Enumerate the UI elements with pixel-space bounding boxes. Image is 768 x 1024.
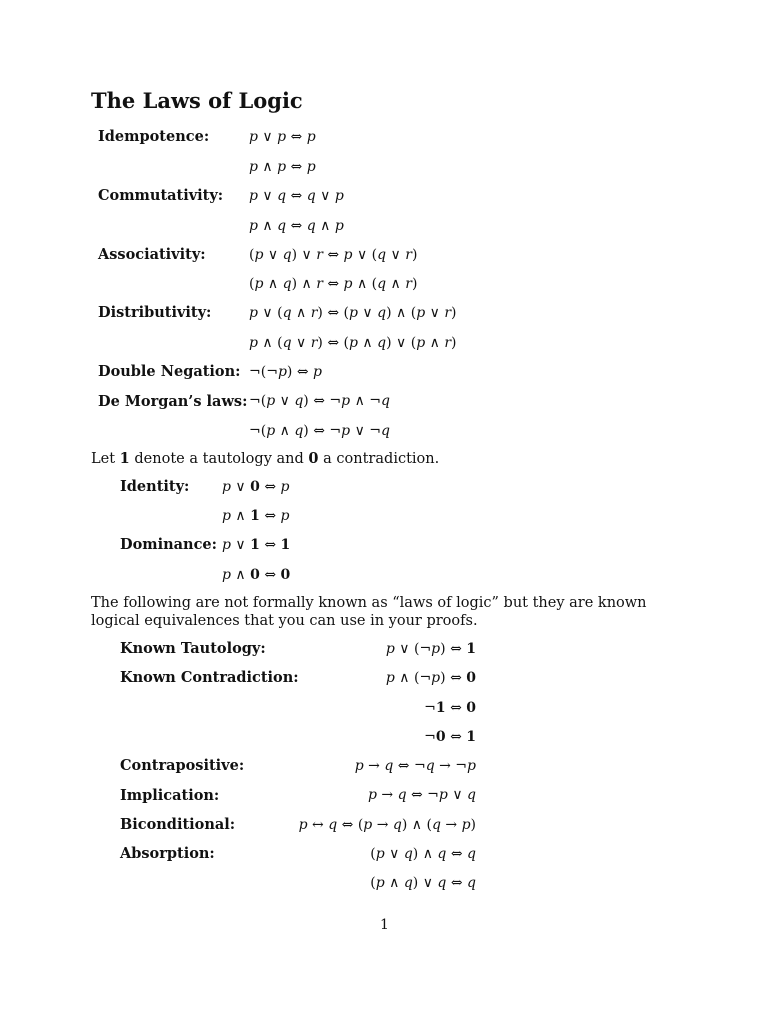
equiv-formula: p → q ⇔ ¬p ∨ q — [367, 787, 476, 803]
equiv-label-absorption: Absorption: — [120, 845, 215, 862]
equiv-formula: p ∧ (¬p) ⇔ 0 — [385, 670, 476, 686]
law-formula: ¬(p ∨ q) ⇔ ¬p ∧ ¬q — [249, 393, 390, 409]
law-formula: (p ∧ q) ∧ r ⇔ p ∧ (q ∧ r) — [249, 276, 418, 292]
law-formula: p ∧ q ⇔ q ∧ p — [249, 218, 344, 234]
law-formula: p ∧ p ⇔ p — [249, 159, 316, 175]
law-formula: ¬(¬p) ⇔ p — [249, 364, 322, 380]
equiv-formula: (p ∨ q) ∧ q ⇔ q — [370, 846, 476, 862]
equiv-formula: ¬0 ⇔ 1 — [424, 729, 476, 745]
law-label-commutativity: Commutativity: — [98, 187, 224, 204]
equiv-formula: ¬1 ⇔ 0 — [424, 700, 476, 716]
law-formula: p ∨ (q ∧ r) ⇔ (p ∨ q) ∧ (p ∨ r) — [249, 305, 457, 321]
equiv-label-known-tautology: Known Tautology: — [120, 640, 266, 657]
equiv-formula: p ↔ q ⇔ (p → q) ∧ (q → p) — [298, 817, 476, 833]
equiv-label-known-contradiction: Known Contradiction: — [120, 669, 299, 686]
equiv-label-biconditional: Biconditional: — [120, 816, 236, 833]
law-label-identity: Identity: — [120, 478, 190, 495]
law-label-associativity: Associativity: — [98, 246, 206, 263]
law-label-distributivity: Distributivity: — [98, 304, 212, 321]
following-paragraph: The following are not formally known as “laws of logic” but they are known logical equivalences that you can use in your proofs. — [91, 595, 647, 629]
law-formula: p ∧ 0 ⇔ 0 — [222, 567, 291, 583]
law-formula: p ∨ q ⇔ q ∨ p — [249, 188, 344, 204]
law-label-idempotence: Idempotence: — [98, 128, 210, 145]
law-formula: ¬(p ∧ q) ⇔ ¬p ∨ ¬q — [249, 423, 390, 439]
law-label-double-negation: Double Negation: — [98, 363, 241, 380]
law-formula: p ∨ 1 ⇔ 1 — [222, 537, 291, 553]
equiv-label-implication: Implication: — [120, 787, 220, 804]
equiv-formula: p → q ⇔ ¬q → ¬p — [354, 758, 476, 774]
law-formula: p ∨ 0 ⇔ p — [222, 479, 290, 495]
law-formula: (p ∨ q) ∨ r ⇔ p ∨ (q ∨ r) — [249, 247, 418, 263]
equiv-formula: p ∨ (¬p) ⇔ 1 — [385, 641, 476, 657]
tautology-sentence: Let 1 denote a tautology and 0 a contradiction. — [91, 450, 440, 467]
page-title: The Laws of Logic — [91, 88, 303, 113]
page-number: 1 — [380, 917, 389, 933]
equiv-formula: (p ∧ q) ∨ q ⇔ q — [370, 875, 476, 891]
law-formula: p ∨ p ⇔ p — [249, 129, 316, 145]
law-label-dominance: Dominance: — [120, 536, 217, 553]
law-formula: p ∧ 1 ⇔ p — [222, 508, 290, 524]
equiv-label-contrapositive: Contrapositive: — [120, 757, 245, 774]
law-label-de-morgan: De Morgan’s laws: — [98, 393, 248, 410]
law-formula: p ∧ (q ∨ r) ⇔ (p ∧ q) ∨ (p ∧ r) — [249, 335, 457, 351]
